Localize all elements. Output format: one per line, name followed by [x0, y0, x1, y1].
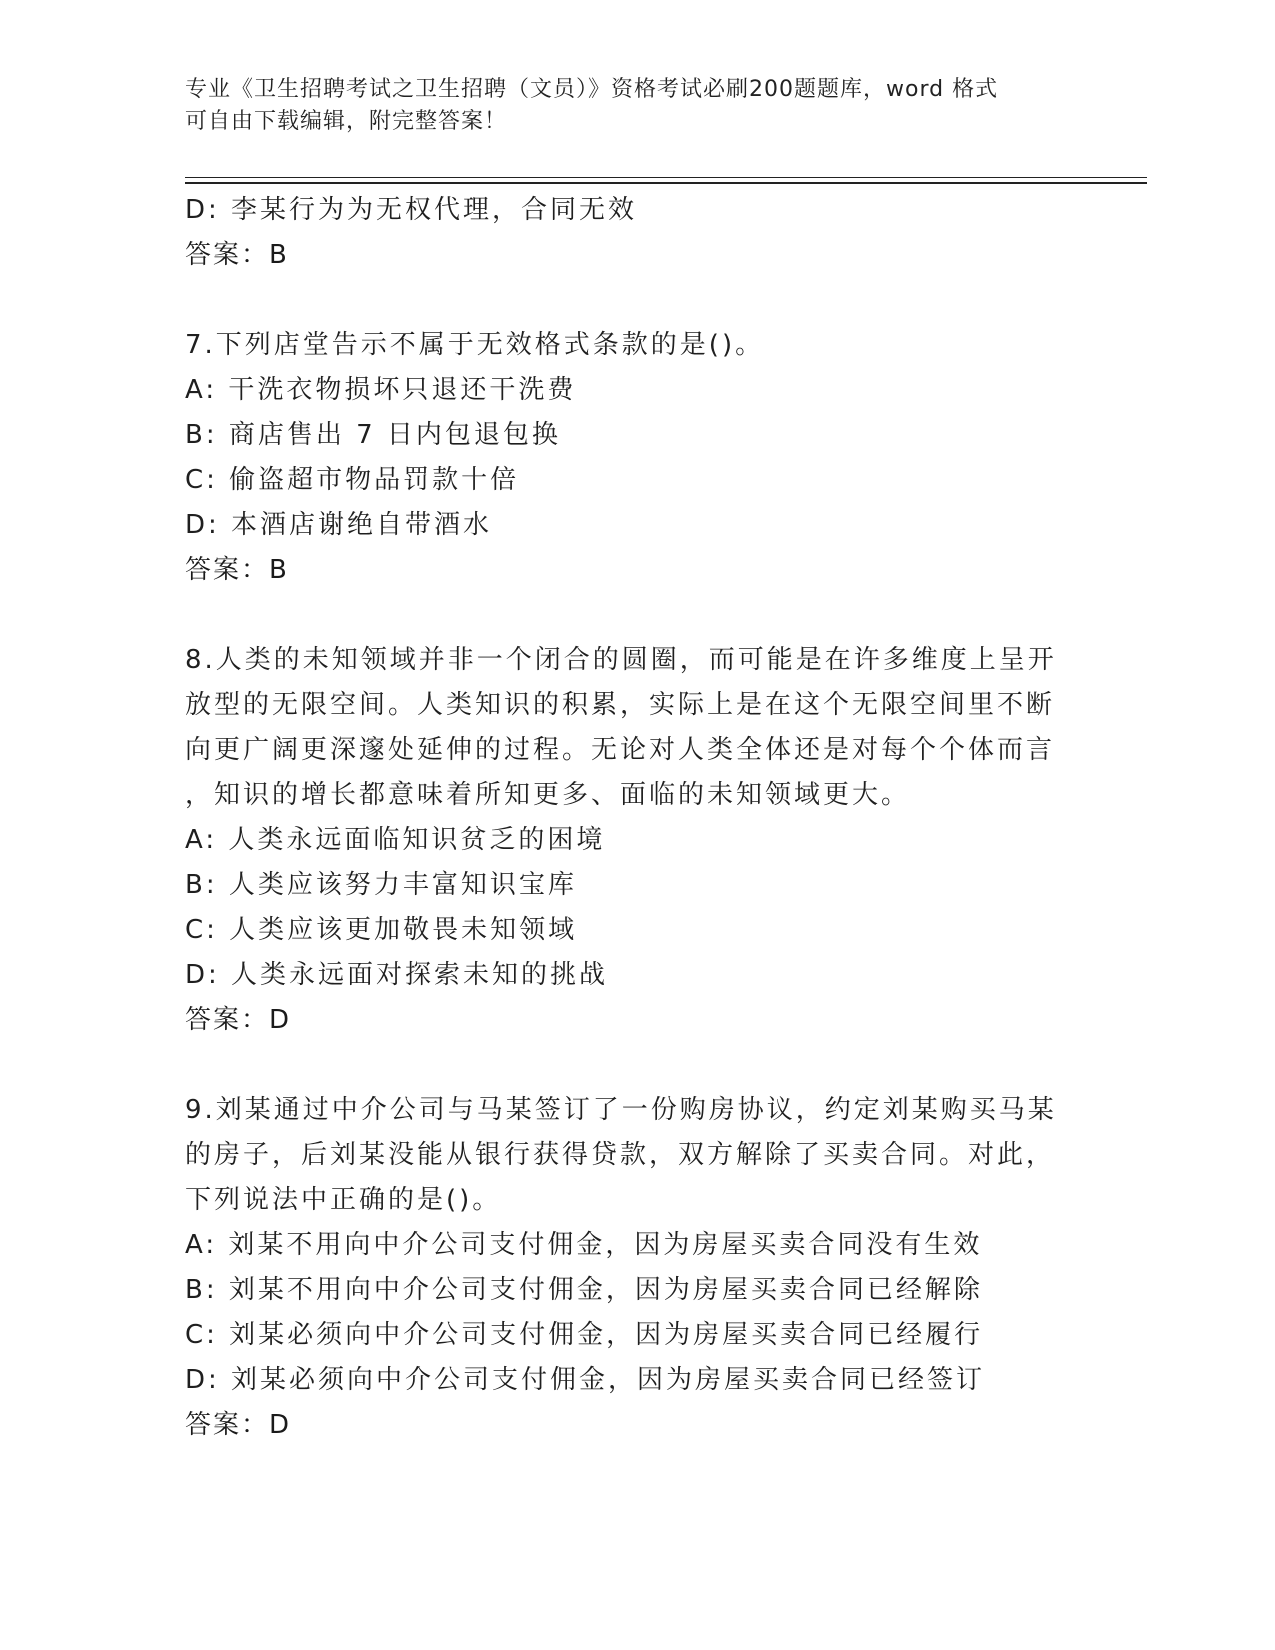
spacer: [185, 278, 1065, 323]
question-stem-line: 下列说法中正确的是()。: [185, 1185, 502, 1215]
option-c: C: 偷盗超市物品罚款十倍: [185, 465, 520, 495]
option-d: D: 李某行为为无权代理，合同无效: [185, 195, 638, 225]
option-b: B: 人类应该努力丰富知识宝库: [185, 870, 577, 900]
question-stem-line: 向更广阔更深邃处延伸的过程。无论对人类全体还是对每个个体而言: [185, 735, 1056, 765]
question-stem-line: ，知识的增长都意味着所知更多、面临的未知领域更大。: [185, 780, 911, 810]
question-stem-line: 放型的无限空间。人类知识的积累，实际上是在这个无限空间里不断: [185, 690, 1056, 720]
spacer: [185, 1043, 1065, 1088]
option-c: C: 刘某必须向中介公司支付佣金，因为房屋买卖合同已经履行: [185, 1320, 984, 1350]
header-line-2: 可自由下载编辑，附完整答案！: [185, 109, 508, 134]
question-9: [185, 1088, 1065, 1448]
header-rule-thin: [185, 177, 1147, 178]
option-b: B: 刘某不用向中介公司支付佣金，因为房屋买卖合同已经解除: [185, 1275, 983, 1305]
previous-question-tail: [185, 188, 1065, 278]
answer: 答案：B: [185, 555, 289, 585]
question-7: [185, 323, 1065, 593]
option-d: D: 刘某必须向中介公司支付佣金，因为房屋买卖合同已经签订: [185, 1365, 986, 1395]
question-content: [185, 188, 1065, 1448]
option-d: D: 人类永远面对探索未知的挑战: [185, 960, 609, 990]
answer: 答案：B: [185, 240, 289, 270]
document-header: [185, 74, 1065, 138]
option-d: D: 本酒店谢绝自带酒水: [185, 510, 493, 540]
option-b: B: 商店售出 7 日内包退包换: [185, 420, 561, 450]
question-stem-line: 8.人类的未知领域并非一个闭合的圆圈，而可能是在许多维度上呈开: [185, 645, 1057, 675]
option-c: C: 人类应该更加敬畏未知领域: [185, 915, 578, 945]
option-a: A: 人类永远面临知识贫乏的困境: [185, 825, 606, 855]
option-a: A: 刘某不用向中介公司支付佣金，因为房屋买卖合同没有生效: [185, 1230, 983, 1260]
header-rule-thick: [185, 182, 1147, 184]
answer: 答案：D: [185, 1410, 292, 1440]
question-8: [185, 638, 1065, 1043]
answer: 答案：D: [185, 1005, 292, 1035]
spacer: [185, 593, 1065, 638]
question-stem-line: 9.刘某通过中介公司与马某签订了一份购房协议，约定刘某购买马某: [185, 1095, 1057, 1125]
option-a: A: 干洗衣物损坏只退还干洗费: [185, 375, 577, 405]
question-stem-line: 的房子，后刘某没能从银行获得贷款，双方解除了买卖合同。对此，: [185, 1140, 1056, 1170]
header-line-1: 专业《卫生招聘考试之卫生招聘（文员）》资格考试必刷200题题库，word 格式: [185, 77, 999, 102]
question-stem: 7.下列店堂告示不属于无效格式条款的是()。: [185, 330, 765, 360]
